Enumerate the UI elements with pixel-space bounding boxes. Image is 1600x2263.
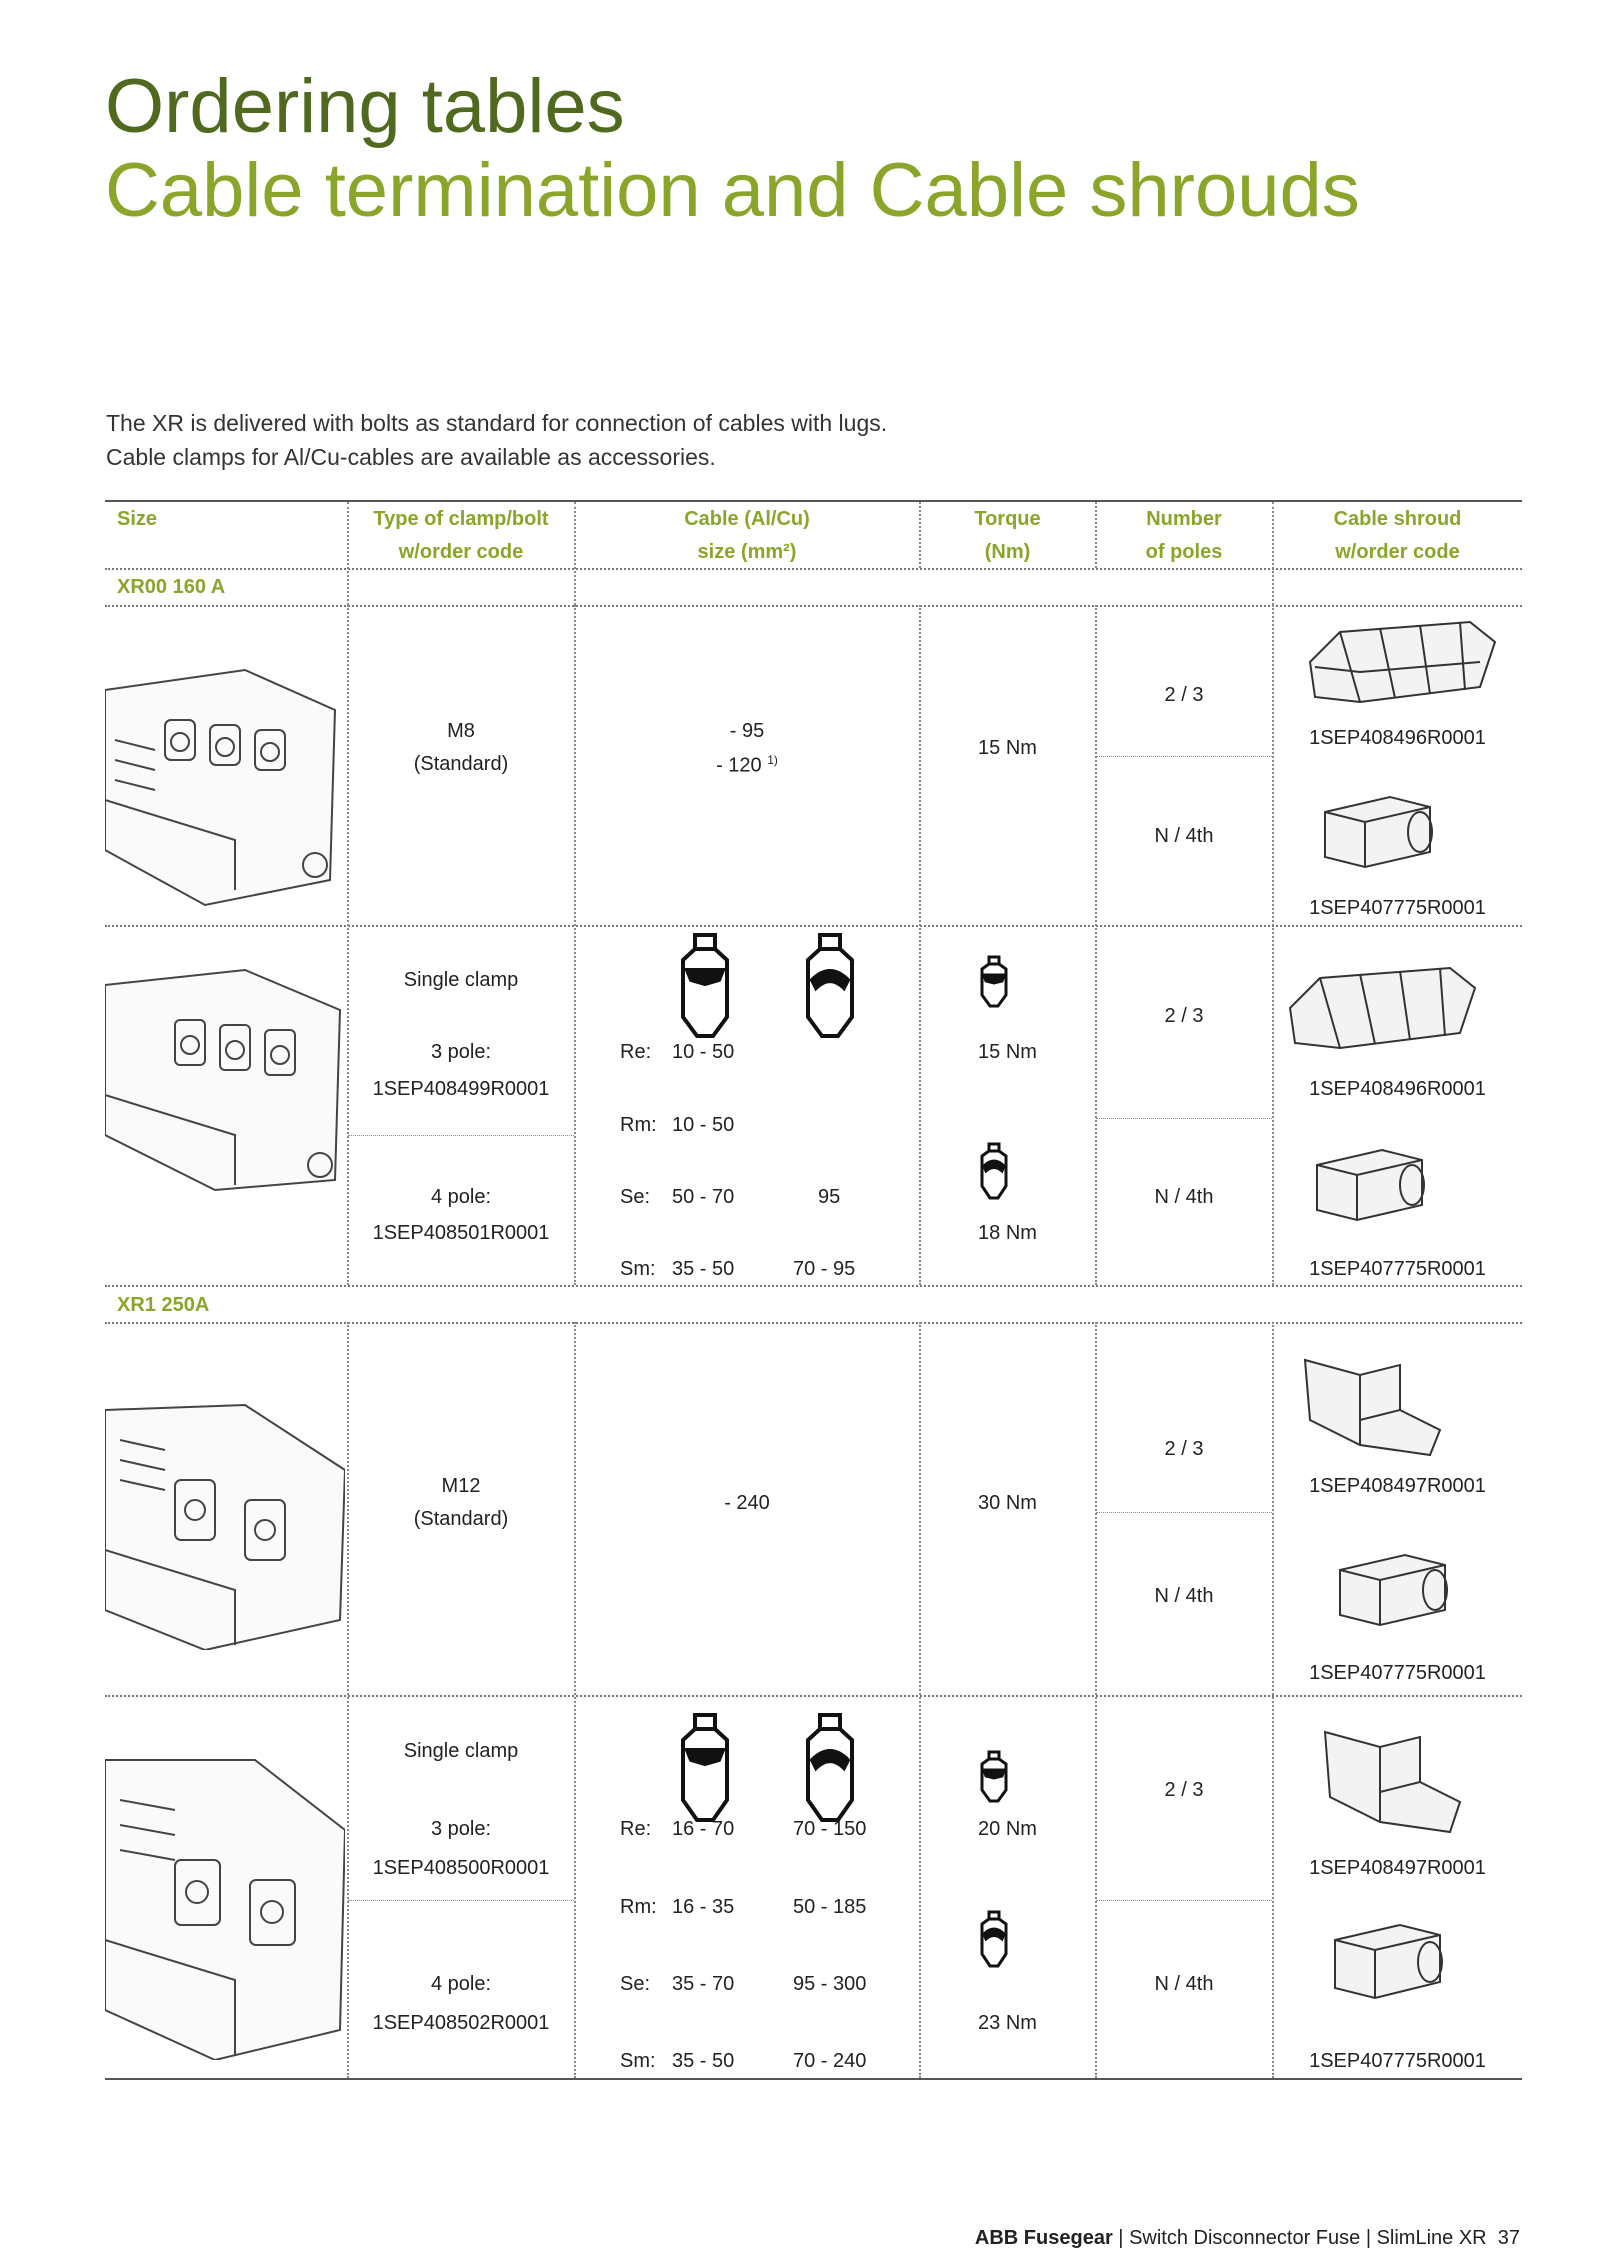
row4-poles-b: N / 4th: [1154, 1973, 1214, 1995]
section-label-xr00: XR00 160 A: [117, 576, 226, 598]
col-line-5b: [1272, 605, 1274, 1285]
row1-shroud-b: 1SEP407775R0001: [1309, 897, 1486, 919]
row1-footnote-ref: 1): [767, 753, 778, 767]
row4-se-b: 95 - 300: [793, 1973, 867, 1995]
row1-type-1: M8: [447, 720, 475, 742]
row2-shroud-b: 1SEP407775R0001: [1309, 1258, 1486, 1280]
row1-cable-1: - 95: [729, 720, 765, 742]
xr00-clamp-product-image: [105, 965, 345, 1195]
poles-divider-4: [1096, 1900, 1272, 1901]
header-type-2: w/order code: [398, 541, 524, 563]
row4-torque-b: 23 Nm: [978, 2012, 1037, 2034]
poles-divider-1: [1096, 756, 1272, 757]
intro-text-line-1: The XR is delivered with bolts as standard for connection of cables with lugs.: [106, 410, 888, 436]
col-line-4c: [1095, 1322, 1097, 2078]
clamp-small-icon-18nm: [978, 1142, 1010, 1202]
row1-cable-2: [575, 753, 919, 778]
row1-poles-a: 2 / 3: [1164, 684, 1204, 706]
row2-sm-label: Sm:: [620, 1258, 656, 1280]
section-divider-xr00: [105, 605, 1522, 607]
row1-type-2: (Standard): [413, 753, 509, 775]
row4-type-2: 3 pole:: [430, 1818, 492, 1840]
shroud-407775-image-1: [1320, 792, 1450, 872]
row2-poles-a: 2 / 3: [1164, 1005, 1204, 1027]
row4-type-5: 1SEP408502R0001: [372, 2012, 550, 2034]
row4-re-a: 16 - 70: [672, 1818, 735, 1840]
row3-shroud-b: 1SEP407775R0001: [1309, 1662, 1486, 1684]
xr1-m12-product-image: [105, 1380, 345, 1650]
row2-se-a: 50 - 70: [672, 1186, 735, 1208]
row2-sm-b: 70 - 95: [793, 1258, 856, 1280]
row2-se-label: Se:: [620, 1186, 651, 1208]
section-label-xr1: XR1 250A: [117, 1294, 210, 1316]
row3-cable: - 240: [724, 1492, 770, 1514]
header-type-1: Type of clamp/bolt: [373, 508, 549, 530]
row4-type-1: Single clamp: [403, 1740, 519, 1762]
row2-torque-a: 15 Nm: [978, 1041, 1037, 1063]
row4-re-label: Re:: [620, 1818, 652, 1840]
clamp-profile-icon-re: [675, 932, 735, 1042]
col-line-2c: [574, 1322, 576, 2078]
row2-rm-a: 10 - 50: [672, 1114, 735, 1136]
col-line-4b: [1095, 605, 1097, 1285]
xr1-clamp-product-image: [105, 1730, 345, 2060]
row-divider-1: [105, 925, 1522, 927]
row2-re-label: Re:: [620, 1041, 652, 1063]
col-line-3c: [919, 1322, 921, 2078]
shroud-408496-image-1: [1300, 612, 1500, 712]
row-divider-3: [105, 1695, 1522, 1697]
clamp-small-icon-23nm: [978, 1910, 1010, 1970]
shroud-407775-image-3: [1335, 1550, 1465, 1630]
header-torque-1: Torque: [974, 508, 1041, 530]
row4-shroud-a: 1SEP408497R0001: [1309, 1857, 1486, 1879]
shroud-408497-image-2: [1320, 1722, 1480, 1842]
row2-rm-label: Rm:: [620, 1114, 657, 1136]
header-divider: [105, 568, 1522, 570]
row4-sm-b: 70 - 240: [793, 2050, 867, 2072]
row3-torque: 30 Nm: [978, 1492, 1037, 1514]
clamp-small-icon-20nm: [978, 1750, 1010, 1805]
page-number: 37: [1497, 2227, 1520, 2249]
row4-rm-b: 50 - 185: [793, 1896, 867, 1918]
col-line-2b: [574, 605, 576, 1285]
row2-type-5: 1SEP408501R0001: [372, 1222, 550, 1244]
footer-brand: ABB Fusegear: [974, 2227, 1113, 2249]
xr00-m8-product-image: [105, 650, 345, 910]
row-divider-2: [105, 1285, 1522, 1287]
row2-poles-b: N / 4th: [1154, 1186, 1214, 1208]
row1-cable-2-value: - 120: [716, 754, 762, 777]
type-divider-1: [348, 1135, 574, 1136]
clamp-small-icon-15nm: [978, 955, 1010, 1010]
row4-poles-a: 2 / 3: [1164, 1779, 1204, 1801]
row4-type-3: 1SEP408500R0001: [372, 1857, 550, 1879]
row4-sm-label: Sm:: [620, 2050, 656, 2072]
footer-separator: |: [1118, 2227, 1124, 2249]
col-line-5c: [1272, 1322, 1274, 2078]
row2-sm-a: 35 - 50: [672, 1258, 735, 1280]
row2-shroud-a: 1SEP408496R0001: [1309, 1078, 1486, 1100]
poles-divider-3: [1096, 1512, 1272, 1513]
row1-shroud-a: 1SEP408496R0001: [1309, 727, 1486, 749]
row4-se-label: Se:: [620, 1973, 651, 1995]
row4-type-4: 4 pole:: [430, 1973, 492, 1995]
header-cable-2: size (mm²): [697, 541, 797, 563]
row4-sm-a: 35 - 50: [672, 2050, 735, 2072]
header-torque-2: (Nm): [984, 541, 1031, 563]
shroud-407775-image-4: [1330, 1920, 1460, 2005]
row4-torque-a: 20 Nm: [978, 1818, 1037, 1840]
row3-shroud-a: 1SEP408497R0001: [1309, 1475, 1486, 1497]
row2-type-3: 1SEP408499R0001: [372, 1078, 550, 1100]
col-line-1c: [347, 1322, 349, 2078]
row2-re-a: 10 - 50: [672, 1041, 735, 1063]
row2-type-1: Single clamp: [403, 969, 519, 991]
clamp-profile-icon-re-xr1: [675, 1712, 735, 1827]
col-line-1b: [347, 605, 349, 1285]
table-bottom-rule: [105, 2078, 1522, 2080]
row1-poles-b: N / 4th: [1154, 825, 1214, 847]
header-poles-2: of poles: [1145, 541, 1223, 563]
row2-type-2: 3 pole:: [430, 1041, 492, 1063]
table-top-rule: [105, 500, 1522, 502]
poles-divider-2: [1096, 1118, 1272, 1119]
row4-re-b: 70 - 150: [793, 1818, 867, 1840]
page-title: Ordering tables: [105, 64, 625, 149]
header-shroud-2: w/order code: [1335, 541, 1460, 563]
shroud-408496-image-2: [1280, 958, 1480, 1058]
col-line-3b: [919, 605, 921, 1285]
row2-se-b: 95: [818, 1186, 841, 1208]
shroud-407775-image-2: [1312, 1145, 1442, 1225]
header-shroud-1: Cable shroud: [1333, 508, 1462, 530]
row4-rm-label: Rm:: [620, 1896, 657, 1918]
header-poles-1: Number: [1146, 508, 1222, 530]
row3-poles-b: N / 4th: [1154, 1585, 1214, 1607]
clamp-profile-icon-rm-xr1: [800, 1712, 860, 1827]
row2-torque-b: 18 Nm: [978, 1222, 1037, 1244]
header-size: Size: [117, 508, 158, 530]
section-divider-xr1: [105, 1322, 1522, 1324]
row4-shroud-b: 1SEP407775R0001: [1309, 2050, 1486, 2072]
shroud-408497-image-1: [1300, 1350, 1450, 1460]
intro-text-line-2: Cable clamps for Al/Cu-cables are available as accessories.: [106, 444, 716, 470]
row3-type-2: (Standard): [413, 1508, 509, 1530]
row1-torque: 15 Nm: [978, 737, 1037, 759]
clamp-profile-icon-rm: [800, 932, 860, 1042]
row4-se-a: 35 - 70: [672, 1973, 735, 1995]
page-footer: [975, 2227, 1520, 2250]
row3-poles-a: 2 / 3: [1164, 1438, 1204, 1460]
footer-product: Switch Disconnector Fuse | SlimLine XR: [1129, 2227, 1487, 2249]
row3-type-1: M12: [441, 1475, 481, 1497]
header-cable-1: Cable (Al/Cu): [684, 508, 810, 530]
row4-rm-a: 16 - 35: [672, 1896, 735, 1918]
row2-type-4: 4 pole:: [430, 1186, 492, 1208]
type-divider-2: [348, 1900, 574, 1901]
page-subtitle: Cable termination and Cable shrouds: [105, 148, 1360, 233]
